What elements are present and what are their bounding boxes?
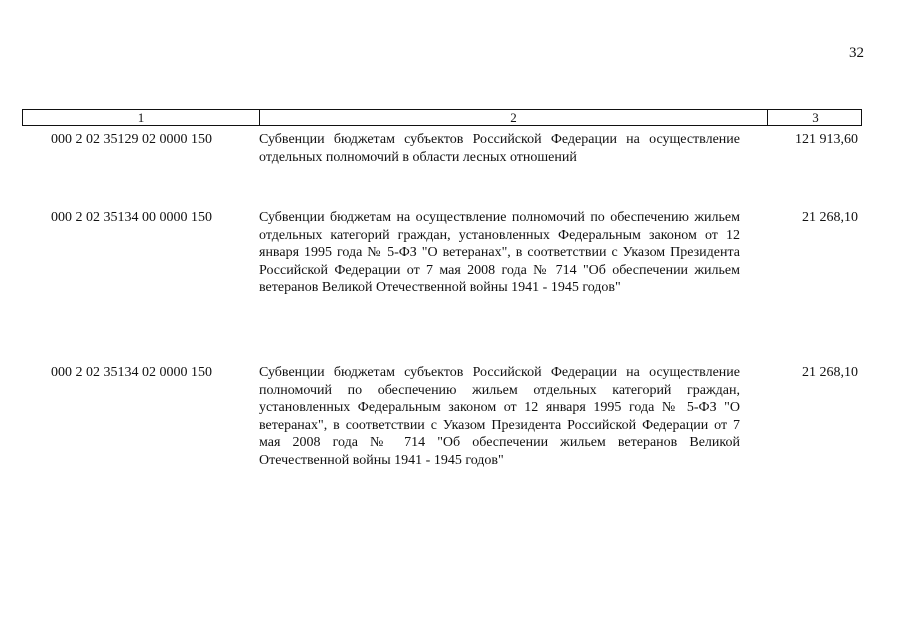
row-code: 000 2 02 35129 02 0000 150 bbox=[51, 132, 212, 147]
header-cell-description: 2 bbox=[259, 110, 767, 125]
row-description: Субвенции бюджетам субъектов Российской Федерации на осуществление отдельных полномочий в области лесных отношений bbox=[259, 132, 740, 165]
row-amount: 21 268,10 bbox=[802, 210, 858, 225]
row-amount: 121 913,60 bbox=[795, 132, 858, 147]
row-amount: 21 268,10 bbox=[802, 365, 858, 380]
header-cell-code: 1 bbox=[137, 110, 145, 125]
row-code: 000 2 02 35134 00 0000 150 bbox=[51, 210, 212, 225]
table-header bbox=[22, 109, 862, 126]
page-number: 32 bbox=[849, 45, 864, 61]
row-description: Субвенции бюджетам на осуществление полномочий по обеспечению жильем отдельных категорий граждан, установленных Федеральным законом от 12 января 1995 года № 5-ФЗ "О ветеранах", в соответствии с Указом Президента Российской Федерации от 7 мая 2008 года № 714 "Об обеспечении жильем ветеранов Великой Отечественной войны 1941 - 1945 годов" bbox=[259, 210, 740, 295]
row-description: Субвенции бюджетам субъектов Российской Федерации на осуществление полномочий по обеспечению жильем отдельных категорий граждан, установленных Федеральным законом от 12 января 1995 года № 5-ФЗ "О ветеранах", в соответствии с Указом Президента Российской Федерации от 7 мая 2008 года № 714 "Об обеспечении жильем ветеранов Великой Отечественной войны 1941 - 1945 годов" bbox=[259, 365, 740, 468]
row-code: 000 2 02 35134 02 0000 150 bbox=[51, 365, 212, 380]
header-cell-amount: 3 bbox=[767, 110, 863, 125]
